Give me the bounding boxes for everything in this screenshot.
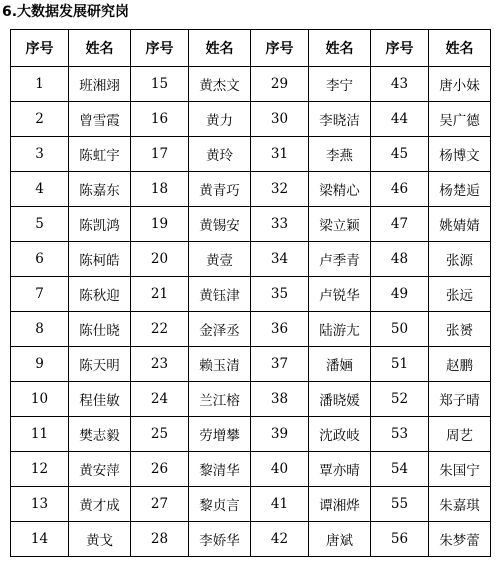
cell-number: 8 xyxy=(11,312,69,347)
cell-number: 38 xyxy=(251,382,309,417)
cell-number: 46 xyxy=(371,172,429,207)
cell-name: 覃亦晴 xyxy=(309,452,371,487)
table-row xyxy=(11,312,491,347)
cell-name: 唐小妹 xyxy=(429,67,491,102)
cell-name: 周艺 xyxy=(429,417,491,452)
cell-name: 李燕 xyxy=(309,137,371,172)
cell-number: 41 xyxy=(251,487,309,522)
column-header-number: 序号 xyxy=(251,30,309,67)
cell-number: 18 xyxy=(131,172,189,207)
cell-name: 梁精心 xyxy=(309,172,371,207)
cell-number: 21 xyxy=(131,277,189,312)
column-header-number: 序号 xyxy=(11,30,69,67)
cell-name: 郑子晴 xyxy=(429,382,491,417)
cell-name: 陈仕晓 xyxy=(69,312,131,347)
cell-name: 班湘翊 xyxy=(69,67,131,102)
cell-number: 47 xyxy=(371,207,429,242)
cell-number: 22 xyxy=(131,312,189,347)
cell-name: 黄才成 xyxy=(69,487,131,522)
cell-number: 32 xyxy=(251,172,309,207)
cell-number: 24 xyxy=(131,382,189,417)
cell-number: 53 xyxy=(371,417,429,452)
column-header-name: 姓名 xyxy=(429,30,491,67)
cell-name: 潘晓媛 xyxy=(309,382,371,417)
cell-number: 3 xyxy=(11,137,69,172)
column-header-number: 序号 xyxy=(131,30,189,67)
cell-number: 36 xyxy=(251,312,309,347)
cell-number: 27 xyxy=(131,487,189,522)
cell-number: 30 xyxy=(251,102,309,137)
cell-number: 5 xyxy=(11,207,69,242)
cell-name: 张远 xyxy=(429,277,491,312)
cell-number: 11 xyxy=(11,417,69,452)
cell-name: 谭湘烨 xyxy=(309,487,371,522)
cell-name: 兰江榕 xyxy=(189,382,251,417)
cell-name: 陈天明 xyxy=(69,347,131,382)
cell-number: 42 xyxy=(251,522,309,557)
cell-name: 唐斌 xyxy=(309,522,371,557)
cell-name: 黄力 xyxy=(189,102,251,137)
cell-number: 15 xyxy=(131,67,189,102)
cell-name: 黄钰津 xyxy=(189,277,251,312)
cell-name: 黄安萍 xyxy=(69,452,131,487)
cell-number: 1 xyxy=(11,67,69,102)
cell-number: 56 xyxy=(371,522,429,557)
cell-name: 陈虹宇 xyxy=(69,137,131,172)
cell-name: 黄青巧 xyxy=(189,172,251,207)
cell-number: 49 xyxy=(371,277,429,312)
cell-name: 陆游尢 xyxy=(309,312,371,347)
cell-number: 50 xyxy=(371,312,429,347)
cell-name: 樊志毅 xyxy=(69,417,131,452)
cell-name: 赖玉清 xyxy=(189,347,251,382)
cell-number: 4 xyxy=(11,172,69,207)
roster-table xyxy=(10,29,491,557)
cell-number: 39 xyxy=(251,417,309,452)
cell-name: 黎贞言 xyxy=(189,487,251,522)
cell-name: 李晓洁 xyxy=(309,102,371,137)
cell-name: 金泽丞 xyxy=(189,312,251,347)
cell-number: 48 xyxy=(371,242,429,277)
cell-number: 20 xyxy=(131,242,189,277)
table-row xyxy=(11,102,491,137)
cell-number: 44 xyxy=(371,102,429,137)
cell-number: 51 xyxy=(371,347,429,382)
cell-name: 黄杰文 xyxy=(189,67,251,102)
cell-name: 潘婳 xyxy=(309,347,371,382)
cell-name: 曾雪霞 xyxy=(69,102,131,137)
cell-number: 52 xyxy=(371,382,429,417)
cell-name: 陈秋迎 xyxy=(69,277,131,312)
column-header-name: 姓名 xyxy=(189,30,251,67)
cell-number: 7 xyxy=(11,277,69,312)
cell-number: 40 xyxy=(251,452,309,487)
table-row xyxy=(11,242,491,277)
cell-name: 李宁 xyxy=(309,67,371,102)
cell-number: 10 xyxy=(11,382,69,417)
cell-number: 17 xyxy=(131,137,189,172)
cell-number: 23 xyxy=(131,347,189,382)
table-row xyxy=(11,452,491,487)
cell-number: 12 xyxy=(11,452,69,487)
page-title: 6.大数据发展研究岗 xyxy=(2,4,130,20)
table-header-row xyxy=(11,30,491,67)
cell-number: 29 xyxy=(251,67,309,102)
cell-name: 程佳敏 xyxy=(69,382,131,417)
cell-number: 31 xyxy=(251,137,309,172)
cell-number: 9 xyxy=(11,347,69,382)
table-row xyxy=(11,382,491,417)
cell-number: 54 xyxy=(371,452,429,487)
table-row xyxy=(11,417,491,452)
cell-name: 张源 xyxy=(429,242,491,277)
cell-number: 55 xyxy=(371,487,429,522)
cell-name: 黎清华 xyxy=(189,452,251,487)
cell-number: 43 xyxy=(371,67,429,102)
roster-body xyxy=(11,67,491,557)
cell-name: 沈政岐 xyxy=(309,417,371,452)
cell-number: 45 xyxy=(371,137,429,172)
cell-number: 28 xyxy=(131,522,189,557)
cell-number: 2 xyxy=(11,102,69,137)
cell-number: 26 xyxy=(131,452,189,487)
table-row xyxy=(11,487,491,522)
cell-name: 张赟 xyxy=(429,312,491,347)
table-row xyxy=(11,137,491,172)
cell-name: 卢锐华 xyxy=(309,277,371,312)
cell-number: 14 xyxy=(11,522,69,557)
cell-name: 杨博文 xyxy=(429,137,491,172)
cell-name: 劳增攀 xyxy=(189,417,251,452)
cell-number: 13 xyxy=(11,487,69,522)
cell-name: 赵鹏 xyxy=(429,347,491,382)
table-row xyxy=(11,347,491,382)
cell-name: 吴广德 xyxy=(429,102,491,137)
cell-name: 黄玲 xyxy=(189,137,251,172)
cell-name: 陈嘉东 xyxy=(69,172,131,207)
cell-name: 陈凯鸿 xyxy=(69,207,131,242)
table-row xyxy=(11,207,491,242)
column-header-name: 姓名 xyxy=(69,30,131,67)
table-row xyxy=(11,172,491,207)
cell-number: 16 xyxy=(131,102,189,137)
table-row xyxy=(11,522,491,557)
cell-number: 37 xyxy=(251,347,309,382)
column-header-number: 序号 xyxy=(371,30,429,67)
cell-name: 朱嘉琪 xyxy=(429,487,491,522)
cell-number: 19 xyxy=(131,207,189,242)
cell-number: 25 xyxy=(131,417,189,452)
cell-number: 33 xyxy=(251,207,309,242)
column-header-name: 姓名 xyxy=(309,30,371,67)
cell-name: 朱梦蕾 xyxy=(429,522,491,557)
cell-name: 陈柯皓 xyxy=(69,242,131,277)
cell-name: 黄锡安 xyxy=(189,207,251,242)
cell-number: 35 xyxy=(251,277,309,312)
table-row xyxy=(11,277,491,312)
cell-name: 黄戈 xyxy=(69,522,131,557)
cell-name: 梁立颖 xyxy=(309,207,371,242)
table-row xyxy=(11,67,491,102)
cell-name: 朱国宁 xyxy=(429,452,491,487)
cell-number: 6 xyxy=(11,242,69,277)
cell-name: 杨楚逅 xyxy=(429,172,491,207)
cell-name: 卢季青 xyxy=(309,242,371,277)
cell-number: 34 xyxy=(251,242,309,277)
cell-name: 黄壹 xyxy=(189,242,251,277)
cell-name: 李娇华 xyxy=(189,522,251,557)
cell-name: 姚婧婧 xyxy=(429,207,491,242)
